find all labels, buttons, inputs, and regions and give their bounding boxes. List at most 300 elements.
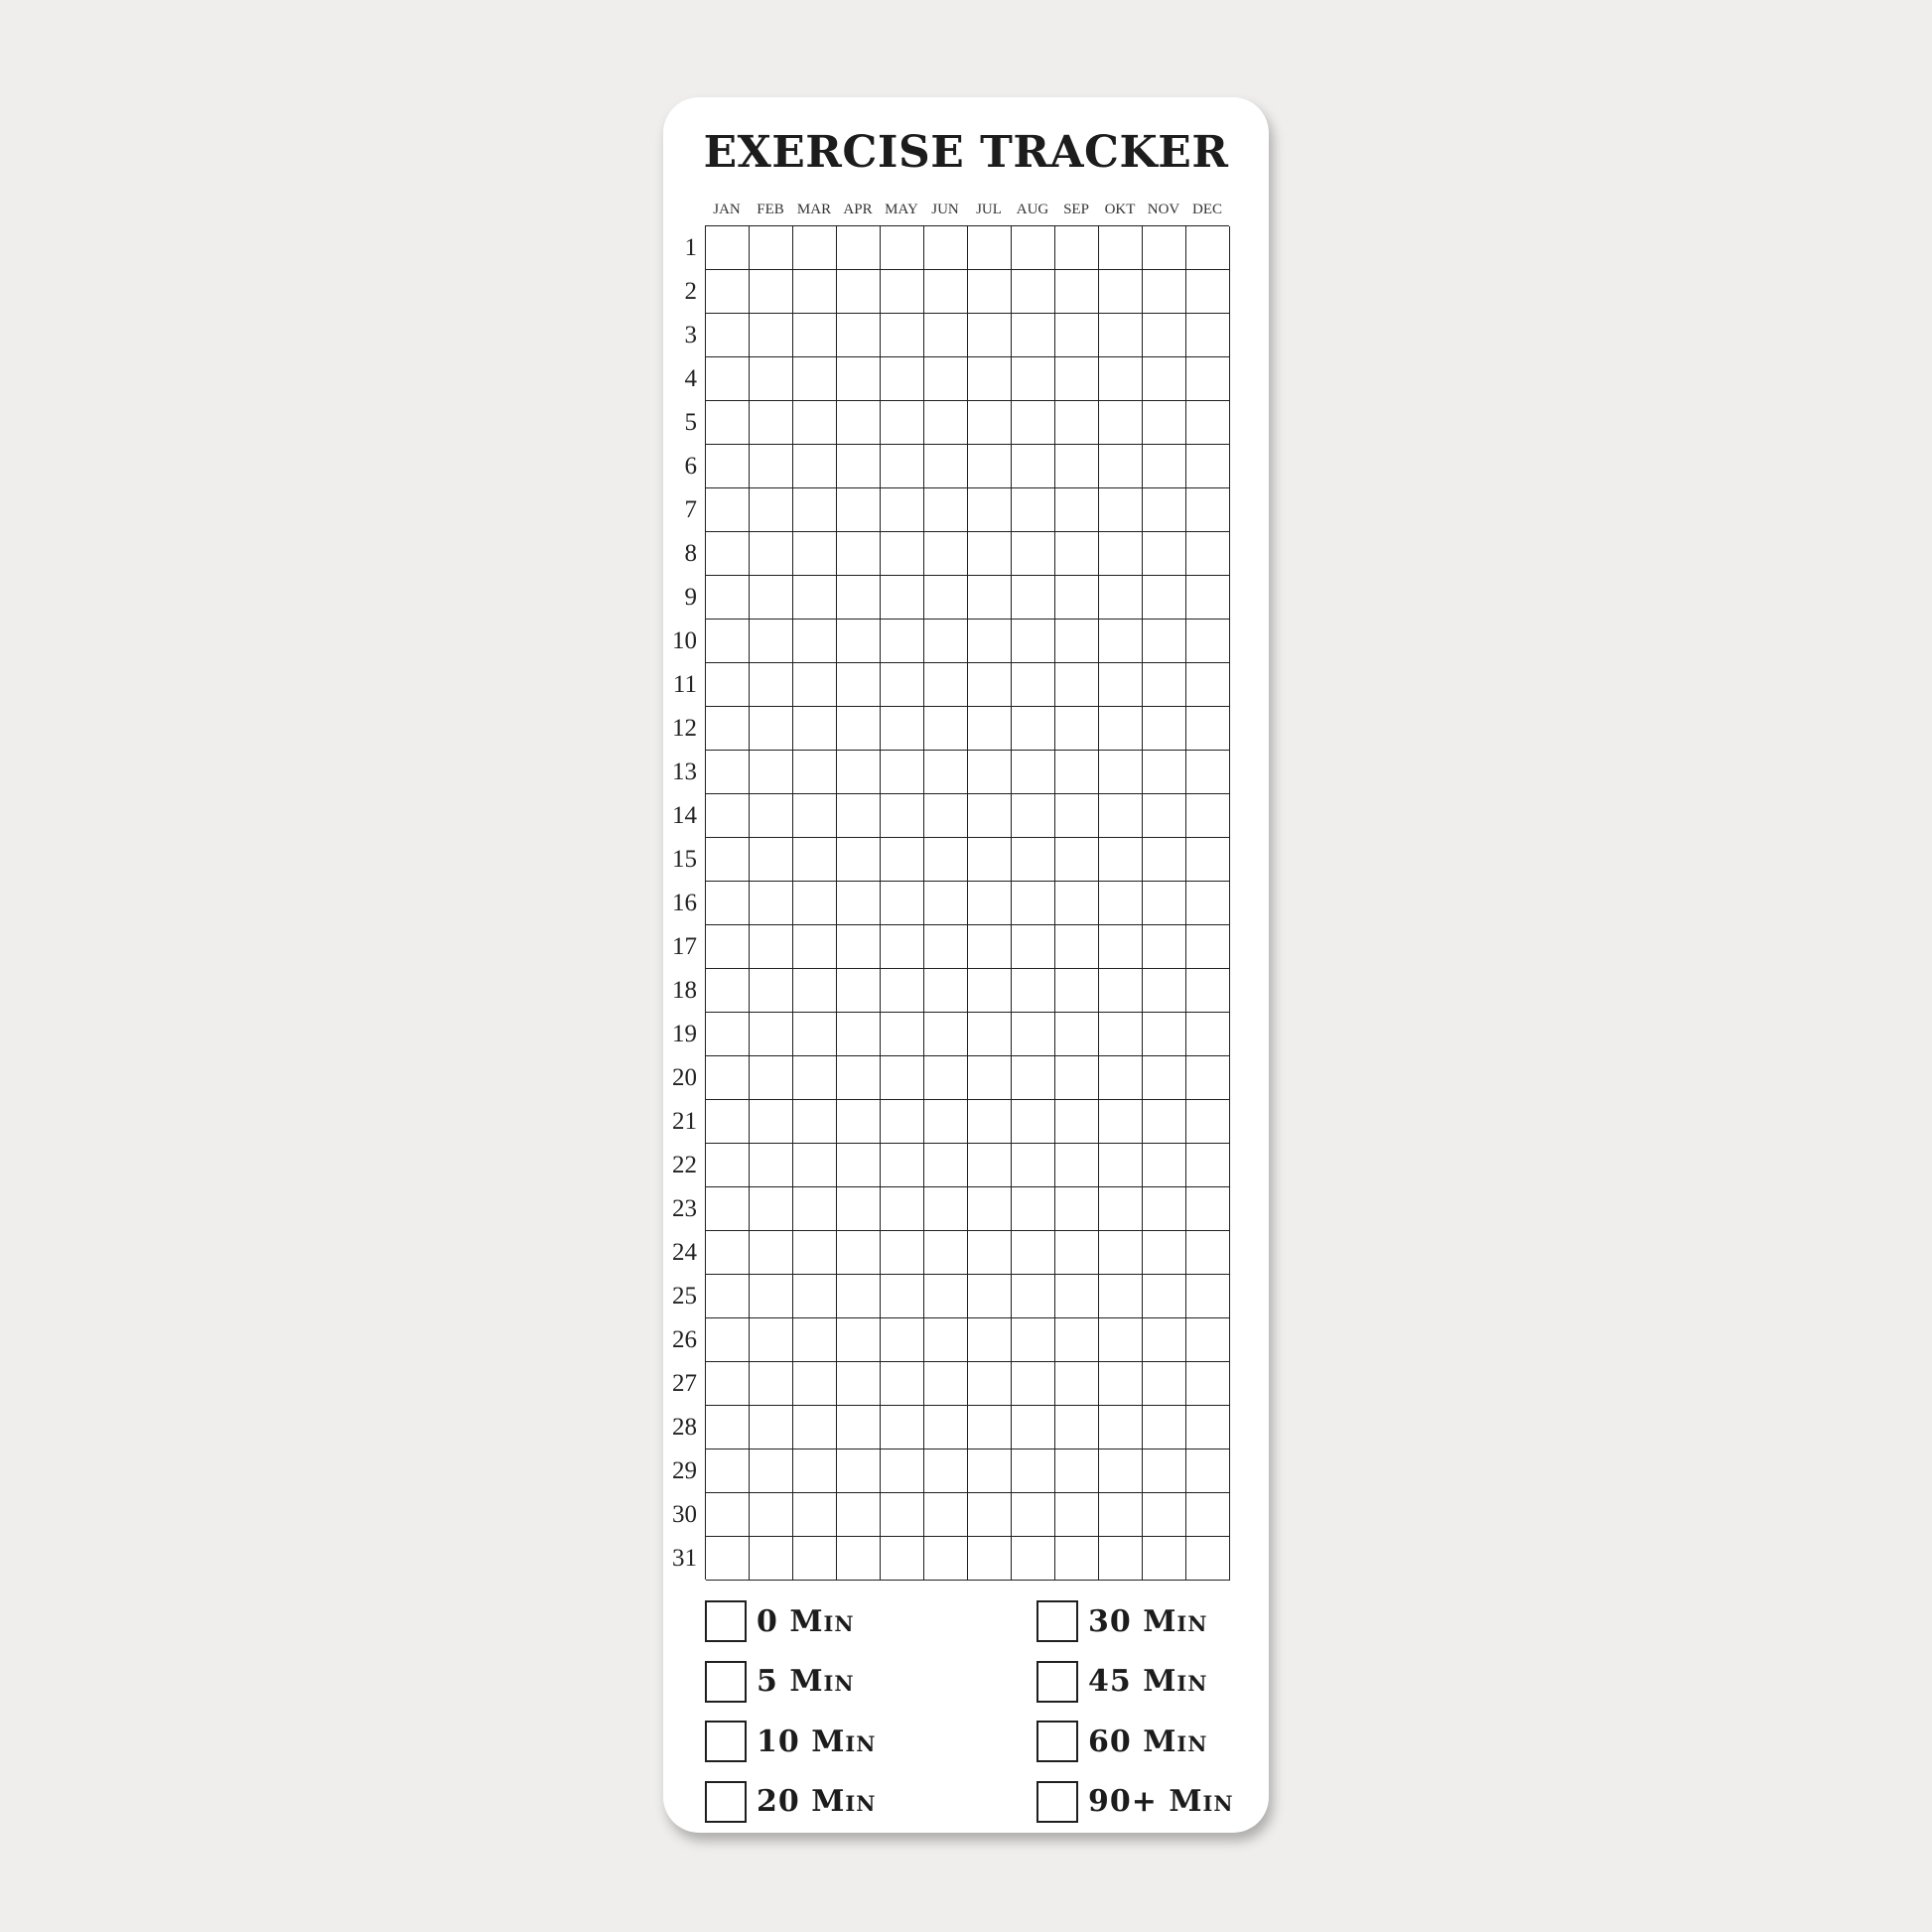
legend-checkbox[interactable] [705, 1781, 747, 1823]
tracker-cell[interactable] [1186, 1362, 1230, 1406]
tracker-cell[interactable] [837, 445, 881, 488]
tracker-cell[interactable] [1099, 1318, 1143, 1362]
tracker-cell[interactable] [1055, 1537, 1099, 1581]
tracker-cell[interactable] [750, 1362, 793, 1406]
tracker-cell[interactable] [881, 1056, 924, 1100]
tracker-cell[interactable] [1055, 1449, 1099, 1493]
tracker-cell[interactable] [1186, 1406, 1230, 1449]
tracker-cell[interactable] [1143, 401, 1186, 445]
tracker-cell[interactable] [1143, 1449, 1186, 1493]
tracker-cell[interactable] [1012, 445, 1055, 488]
tracker-cell[interactable] [750, 226, 793, 270]
tracker-cell[interactable] [1186, 707, 1230, 751]
tracker-cell[interactable] [1143, 1493, 1186, 1537]
tracker-cell[interactable] [793, 226, 837, 270]
tracker-cell[interactable] [1143, 1100, 1186, 1144]
tracker-cell[interactable] [881, 838, 924, 882]
tracker-cell[interactable] [793, 1144, 837, 1187]
tracker-cell[interactable] [750, 576, 793, 620]
tracker-cell[interactable] [1186, 1537, 1230, 1581]
tracker-cell[interactable] [793, 314, 837, 357]
tracker-cell[interactable] [793, 488, 837, 532]
tracker-cell[interactable] [1012, 969, 1055, 1013]
tracker-cell[interactable] [881, 488, 924, 532]
tracker-cell[interactable] [1099, 751, 1143, 794]
tracker-cell[interactable] [750, 1056, 793, 1100]
tracker-cell[interactable] [924, 1449, 968, 1493]
tracker-cell[interactable] [924, 1318, 968, 1362]
tracker-cell[interactable] [706, 401, 750, 445]
tracker-cell[interactable] [706, 663, 750, 707]
tracker-cell[interactable] [881, 1318, 924, 1362]
tracker-cell[interactable] [968, 882, 1012, 925]
tracker-cell[interactable] [1012, 401, 1055, 445]
tracker-cell[interactable] [837, 488, 881, 532]
tracker-cell[interactable] [1099, 1100, 1143, 1144]
tracker-cell[interactable] [924, 1100, 968, 1144]
tracker-cell[interactable] [750, 1493, 793, 1537]
tracker-cell[interactable] [1012, 1013, 1055, 1056]
tracker-cell[interactable] [706, 620, 750, 663]
tracker-cell[interactable] [837, 707, 881, 751]
tracker-cell[interactable] [1143, 751, 1186, 794]
tracker-cell[interactable] [1055, 882, 1099, 925]
tracker-cell[interactable] [793, 445, 837, 488]
tracker-cell[interactable] [881, 620, 924, 663]
tracker-cell[interactable] [750, 1318, 793, 1362]
tracker-cell[interactable] [706, 969, 750, 1013]
tracker-cell[interactable] [837, 663, 881, 707]
tracker-cell[interactable] [1186, 1056, 1230, 1100]
tracker-cell[interactable] [1143, 532, 1186, 576]
tracker-cell[interactable] [924, 1056, 968, 1100]
tracker-cell[interactable] [1055, 576, 1099, 620]
tracker-cell[interactable] [1055, 620, 1099, 663]
tracker-cell[interactable] [881, 969, 924, 1013]
tracker-cell[interactable] [750, 1537, 793, 1581]
tracker-cell[interactable] [750, 1275, 793, 1318]
tracker-cell[interactable] [793, 357, 837, 401]
tracker-cell[interactable] [1186, 882, 1230, 925]
tracker-cell[interactable] [1055, 925, 1099, 969]
tracker-cell[interactable] [924, 357, 968, 401]
tracker-cell[interactable] [706, 1144, 750, 1187]
tracker-cell[interactable] [837, 270, 881, 314]
tracker-cell[interactable] [924, 401, 968, 445]
tracker-cell[interactable] [706, 488, 750, 532]
tracker-cell[interactable] [793, 1362, 837, 1406]
tracker-cell[interactable] [1012, 1318, 1055, 1362]
tracker-cell[interactable] [1143, 663, 1186, 707]
tracker-cell[interactable] [1012, 357, 1055, 401]
tracker-cell[interactable] [1099, 488, 1143, 532]
tracker-cell[interactable] [837, 1187, 881, 1231]
tracker-cell[interactable] [837, 1100, 881, 1144]
tracker-cell[interactable] [1099, 357, 1143, 401]
tracker-cell[interactable] [968, 532, 1012, 576]
tracker-cell[interactable] [1186, 532, 1230, 576]
tracker-cell[interactable] [1012, 925, 1055, 969]
tracker-cell[interactable] [1012, 1362, 1055, 1406]
tracker-cell[interactable] [1186, 1187, 1230, 1231]
tracker-cell[interactable] [1012, 1449, 1055, 1493]
tracker-cell[interactable] [881, 1013, 924, 1056]
tracker-cell[interactable] [968, 1144, 1012, 1187]
tracker-cell[interactable] [1186, 969, 1230, 1013]
tracker-cell[interactable] [1186, 1100, 1230, 1144]
tracker-cell[interactable] [1055, 445, 1099, 488]
tracker-cell[interactable] [1143, 969, 1186, 1013]
tracker-cell[interactable] [1055, 1362, 1099, 1406]
tracker-cell[interactable] [750, 488, 793, 532]
tracker-cell[interactable] [968, 401, 1012, 445]
tracker-cell[interactable] [881, 925, 924, 969]
tracker-cell[interactable] [750, 925, 793, 969]
tracker-cell[interactable] [1012, 751, 1055, 794]
tracker-cell[interactable] [1099, 445, 1143, 488]
tracker-cell[interactable] [924, 969, 968, 1013]
tracker-cell[interactable] [706, 1100, 750, 1144]
tracker-cell[interactable] [1099, 1449, 1143, 1493]
tracker-cell[interactable] [1055, 1318, 1099, 1362]
legend-checkbox[interactable] [705, 1661, 747, 1703]
tracker-cell[interactable] [881, 270, 924, 314]
tracker-cell[interactable] [881, 1144, 924, 1187]
tracker-cell[interactable] [1012, 1231, 1055, 1275]
tracker-cell[interactable] [1143, 1013, 1186, 1056]
tracker-cell[interactable] [750, 445, 793, 488]
tracker-cell[interactable] [1012, 532, 1055, 576]
tracker-cell[interactable] [706, 1187, 750, 1231]
tracker-cell[interactable] [968, 707, 1012, 751]
tracker-cell[interactable] [881, 1537, 924, 1581]
tracker-cell[interactable] [837, 794, 881, 838]
tracker-cell[interactable] [1099, 925, 1143, 969]
tracker-cell[interactable] [1099, 663, 1143, 707]
tracker-cell[interactable] [1186, 576, 1230, 620]
tracker-cell[interactable] [1186, 270, 1230, 314]
tracker-cell[interactable] [837, 882, 881, 925]
tracker-cell[interactable] [837, 1275, 881, 1318]
tracker-cell[interactable] [1143, 1362, 1186, 1406]
tracker-cell[interactable] [1186, 1493, 1230, 1537]
tracker-cell[interactable] [1186, 357, 1230, 401]
tracker-cell[interactable] [968, 1537, 1012, 1581]
tracker-cell[interactable] [750, 401, 793, 445]
tracker-cell[interactable] [1186, 488, 1230, 532]
tracker-cell[interactable] [837, 1406, 881, 1449]
tracker-cell[interactable] [1055, 1275, 1099, 1318]
tracker-cell[interactable] [750, 1100, 793, 1144]
tracker-cell[interactable] [837, 1537, 881, 1581]
tracker-cell[interactable] [837, 620, 881, 663]
tracker-cell[interactable] [1012, 1406, 1055, 1449]
tracker-cell[interactable] [924, 1406, 968, 1449]
tracker-cell[interactable] [793, 838, 837, 882]
tracker-cell[interactable] [837, 314, 881, 357]
tracker-cell[interactable] [1143, 1537, 1186, 1581]
tracker-cell[interactable] [924, 925, 968, 969]
tracker-cell[interactable] [881, 532, 924, 576]
tracker-cell[interactable] [793, 1231, 837, 1275]
tracker-cell[interactable] [1099, 401, 1143, 445]
tracker-cell[interactable] [924, 532, 968, 576]
tracker-cell[interactable] [837, 751, 881, 794]
tracker-cell[interactable] [1055, 794, 1099, 838]
tracker-cell[interactable] [968, 357, 1012, 401]
tracker-cell[interactable] [881, 401, 924, 445]
legend-checkbox[interactable] [1036, 1661, 1078, 1703]
tracker-cell[interactable] [924, 882, 968, 925]
tracker-cell[interactable] [924, 1144, 968, 1187]
tracker-cell[interactable] [750, 1231, 793, 1275]
tracker-cell[interactable] [750, 707, 793, 751]
tracker-cell[interactable] [1055, 1013, 1099, 1056]
tracker-cell[interactable] [924, 576, 968, 620]
tracker-cell[interactable] [968, 925, 1012, 969]
tracker-cell[interactable] [968, 576, 1012, 620]
tracker-cell[interactable] [837, 1231, 881, 1275]
tracker-cell[interactable] [837, 1013, 881, 1056]
tracker-cell[interactable] [837, 1056, 881, 1100]
tracker-cell[interactable] [793, 1056, 837, 1100]
tracker-cell[interactable] [1186, 620, 1230, 663]
tracker-cell[interactable] [1099, 1493, 1143, 1537]
tracker-cell[interactable] [1012, 314, 1055, 357]
tracker-cell[interactable] [968, 1275, 1012, 1318]
tracker-cell[interactable] [706, 1231, 750, 1275]
tracker-cell[interactable] [1186, 226, 1230, 270]
tracker-cell[interactable] [837, 838, 881, 882]
tracker-cell[interactable] [1099, 1013, 1143, 1056]
tracker-cell[interactable] [1143, 1406, 1186, 1449]
tracker-cell[interactable] [837, 401, 881, 445]
tracker-cell[interactable] [793, 882, 837, 925]
legend-checkbox[interactable] [705, 1600, 747, 1642]
tracker-cell[interactable] [924, 1493, 968, 1537]
tracker-cell[interactable] [750, 663, 793, 707]
tracker-cell[interactable] [1143, 488, 1186, 532]
tracker-cell[interactable] [1012, 1187, 1055, 1231]
tracker-cell[interactable] [1099, 1537, 1143, 1581]
tracker-cell[interactable] [837, 1493, 881, 1537]
tracker-cell[interactable] [793, 794, 837, 838]
tracker-cell[interactable] [881, 1187, 924, 1231]
tracker-cell[interactable] [881, 445, 924, 488]
tracker-cell[interactable] [706, 1493, 750, 1537]
tracker-cell[interactable] [881, 1275, 924, 1318]
tracker-cell[interactable] [1012, 663, 1055, 707]
tracker-cell[interactable] [1186, 1144, 1230, 1187]
tracker-cell[interactable] [793, 1493, 837, 1537]
tracker-cell[interactable] [837, 1449, 881, 1493]
tracker-cell[interactable] [1099, 620, 1143, 663]
tracker-cell[interactable] [1012, 1275, 1055, 1318]
tracker-cell[interactable] [793, 270, 837, 314]
tracker-cell[interactable] [1012, 1144, 1055, 1187]
tracker-cell[interactable] [1143, 1318, 1186, 1362]
tracker-cell[interactable] [793, 1275, 837, 1318]
tracker-cell[interactable] [1143, 707, 1186, 751]
tracker-cell[interactable] [750, 314, 793, 357]
tracker-cell[interactable] [924, 794, 968, 838]
tracker-cell[interactable] [1186, 838, 1230, 882]
tracker-cell[interactable] [706, 1013, 750, 1056]
tracker-cell[interactable] [881, 1100, 924, 1144]
tracker-cell[interactable] [968, 270, 1012, 314]
tracker-cell[interactable] [750, 532, 793, 576]
tracker-cell[interactable] [968, 838, 1012, 882]
tracker-cell[interactable] [793, 1013, 837, 1056]
tracker-cell[interactable] [706, 925, 750, 969]
tracker-cell[interactable] [1055, 751, 1099, 794]
tracker-cell[interactable] [1055, 838, 1099, 882]
tracker-cell[interactable] [1099, 226, 1143, 270]
tracker-cell[interactable] [1055, 314, 1099, 357]
tracker-cell[interactable] [1099, 314, 1143, 357]
legend-checkbox[interactable] [1036, 1781, 1078, 1823]
tracker-cell[interactable] [968, 1187, 1012, 1231]
tracker-cell[interactable] [706, 838, 750, 882]
tracker-cell[interactable] [1143, 620, 1186, 663]
tracker-cell[interactable] [750, 270, 793, 314]
tracker-cell[interactable] [706, 751, 750, 794]
tracker-cell[interactable] [1143, 314, 1186, 357]
tracker-cell[interactable] [881, 663, 924, 707]
tracker-cell[interactable] [706, 1056, 750, 1100]
tracker-cell[interactable] [1055, 1406, 1099, 1449]
tracker-cell[interactable] [1186, 751, 1230, 794]
tracker-cell[interactable] [1012, 576, 1055, 620]
tracker-cell[interactable] [924, 707, 968, 751]
legend-checkbox[interactable] [1036, 1600, 1078, 1642]
tracker-cell[interactable] [1012, 1493, 1055, 1537]
legend-checkbox[interactable] [705, 1721, 747, 1762]
tracker-cell[interactable] [1186, 401, 1230, 445]
tracker-cell[interactable] [968, 488, 1012, 532]
tracker-cell[interactable] [1143, 838, 1186, 882]
tracker-cell[interactable] [1186, 663, 1230, 707]
tracker-cell[interactable] [881, 1231, 924, 1275]
tracker-cell[interactable] [1055, 1493, 1099, 1537]
tracker-cell[interactable] [1012, 1056, 1055, 1100]
tracker-cell[interactable] [750, 882, 793, 925]
tracker-cell[interactable] [1012, 838, 1055, 882]
tracker-cell[interactable] [706, 707, 750, 751]
tracker-cell[interactable] [881, 1493, 924, 1537]
tracker-cell[interactable] [924, 1187, 968, 1231]
tracker-cell[interactable] [1055, 357, 1099, 401]
tracker-cell[interactable] [968, 226, 1012, 270]
tracker-cell[interactable] [706, 357, 750, 401]
tracker-cell[interactable] [1099, 1275, 1143, 1318]
tracker-cell[interactable] [1099, 707, 1143, 751]
tracker-cell[interactable] [924, 488, 968, 532]
tracker-cell[interactable] [706, 794, 750, 838]
tracker-cell[interactable] [793, 663, 837, 707]
tracker-cell[interactable] [968, 1362, 1012, 1406]
tracker-cell[interactable] [1012, 488, 1055, 532]
tracker-cell[interactable] [1143, 794, 1186, 838]
tracker-cell[interactable] [750, 838, 793, 882]
tracker-cell[interactable] [881, 707, 924, 751]
tracker-cell[interactable] [1186, 925, 1230, 969]
tracker-cell[interactable] [793, 751, 837, 794]
tracker-cell[interactable] [1143, 1231, 1186, 1275]
tracker-cell[interactable] [924, 751, 968, 794]
tracker-cell[interactable] [706, 882, 750, 925]
tracker-cell[interactable] [706, 270, 750, 314]
tracker-cell[interactable] [924, 838, 968, 882]
tracker-cell[interactable] [968, 1231, 1012, 1275]
tracker-cell[interactable] [924, 1537, 968, 1581]
tracker-cell[interactable] [968, 1406, 1012, 1449]
tracker-cell[interactable] [1012, 270, 1055, 314]
tracker-cell[interactable] [1143, 1275, 1186, 1318]
tracker-cell[interactable] [924, 226, 968, 270]
tracker-cell[interactable] [1055, 488, 1099, 532]
tracker-cell[interactable] [924, 270, 968, 314]
legend-checkbox[interactable] [1036, 1721, 1078, 1762]
tracker-cell[interactable] [1012, 794, 1055, 838]
tracker-cell[interactable] [837, 357, 881, 401]
tracker-cell[interactable] [793, 1100, 837, 1144]
tracker-cell[interactable] [706, 1362, 750, 1406]
tracker-cell[interactable] [837, 925, 881, 969]
tracker-cell[interactable] [1143, 270, 1186, 314]
tracker-cell[interactable] [793, 576, 837, 620]
tracker-cell[interactable] [1186, 1449, 1230, 1493]
tracker-cell[interactable] [793, 707, 837, 751]
tracker-cell[interactable] [837, 532, 881, 576]
tracker-cell[interactable] [968, 751, 1012, 794]
tracker-cell[interactable] [1143, 226, 1186, 270]
tracker-cell[interactable] [881, 882, 924, 925]
tracker-cell[interactable] [750, 620, 793, 663]
tracker-cell[interactable] [1099, 969, 1143, 1013]
tracker-cell[interactable] [881, 576, 924, 620]
tracker-cell[interactable] [1055, 1100, 1099, 1144]
tracker-cell[interactable] [924, 445, 968, 488]
tracker-cell[interactable] [1143, 1144, 1186, 1187]
tracker-cell[interactable] [1099, 794, 1143, 838]
tracker-cell[interactable] [750, 1449, 793, 1493]
tracker-cell[interactable] [793, 401, 837, 445]
tracker-cell[interactable] [881, 794, 924, 838]
tracker-cell[interactable] [750, 751, 793, 794]
tracker-cell[interactable] [1099, 838, 1143, 882]
tracker-cell[interactable] [1143, 445, 1186, 488]
tracker-cell[interactable] [968, 1056, 1012, 1100]
tracker-cell[interactable] [1143, 1187, 1186, 1231]
tracker-cell[interactable] [881, 1406, 924, 1449]
tracker-cell[interactable] [793, 1537, 837, 1581]
tracker-cell[interactable] [1055, 532, 1099, 576]
tracker-cell[interactable] [793, 1406, 837, 1449]
tracker-cell[interactable] [881, 314, 924, 357]
tracker-cell[interactable] [793, 532, 837, 576]
tracker-cell[interactable] [1186, 445, 1230, 488]
tracker-cell[interactable] [1143, 357, 1186, 401]
tracker-cell[interactable] [968, 445, 1012, 488]
tracker-cell[interactable] [1012, 620, 1055, 663]
tracker-cell[interactable] [1186, 1231, 1230, 1275]
tracker-cell[interactable] [1012, 882, 1055, 925]
tracker-cell[interactable] [837, 1318, 881, 1362]
tracker-cell[interactable] [793, 1449, 837, 1493]
tracker-cell[interactable] [1055, 226, 1099, 270]
tracker-cell[interactable] [1186, 1318, 1230, 1362]
